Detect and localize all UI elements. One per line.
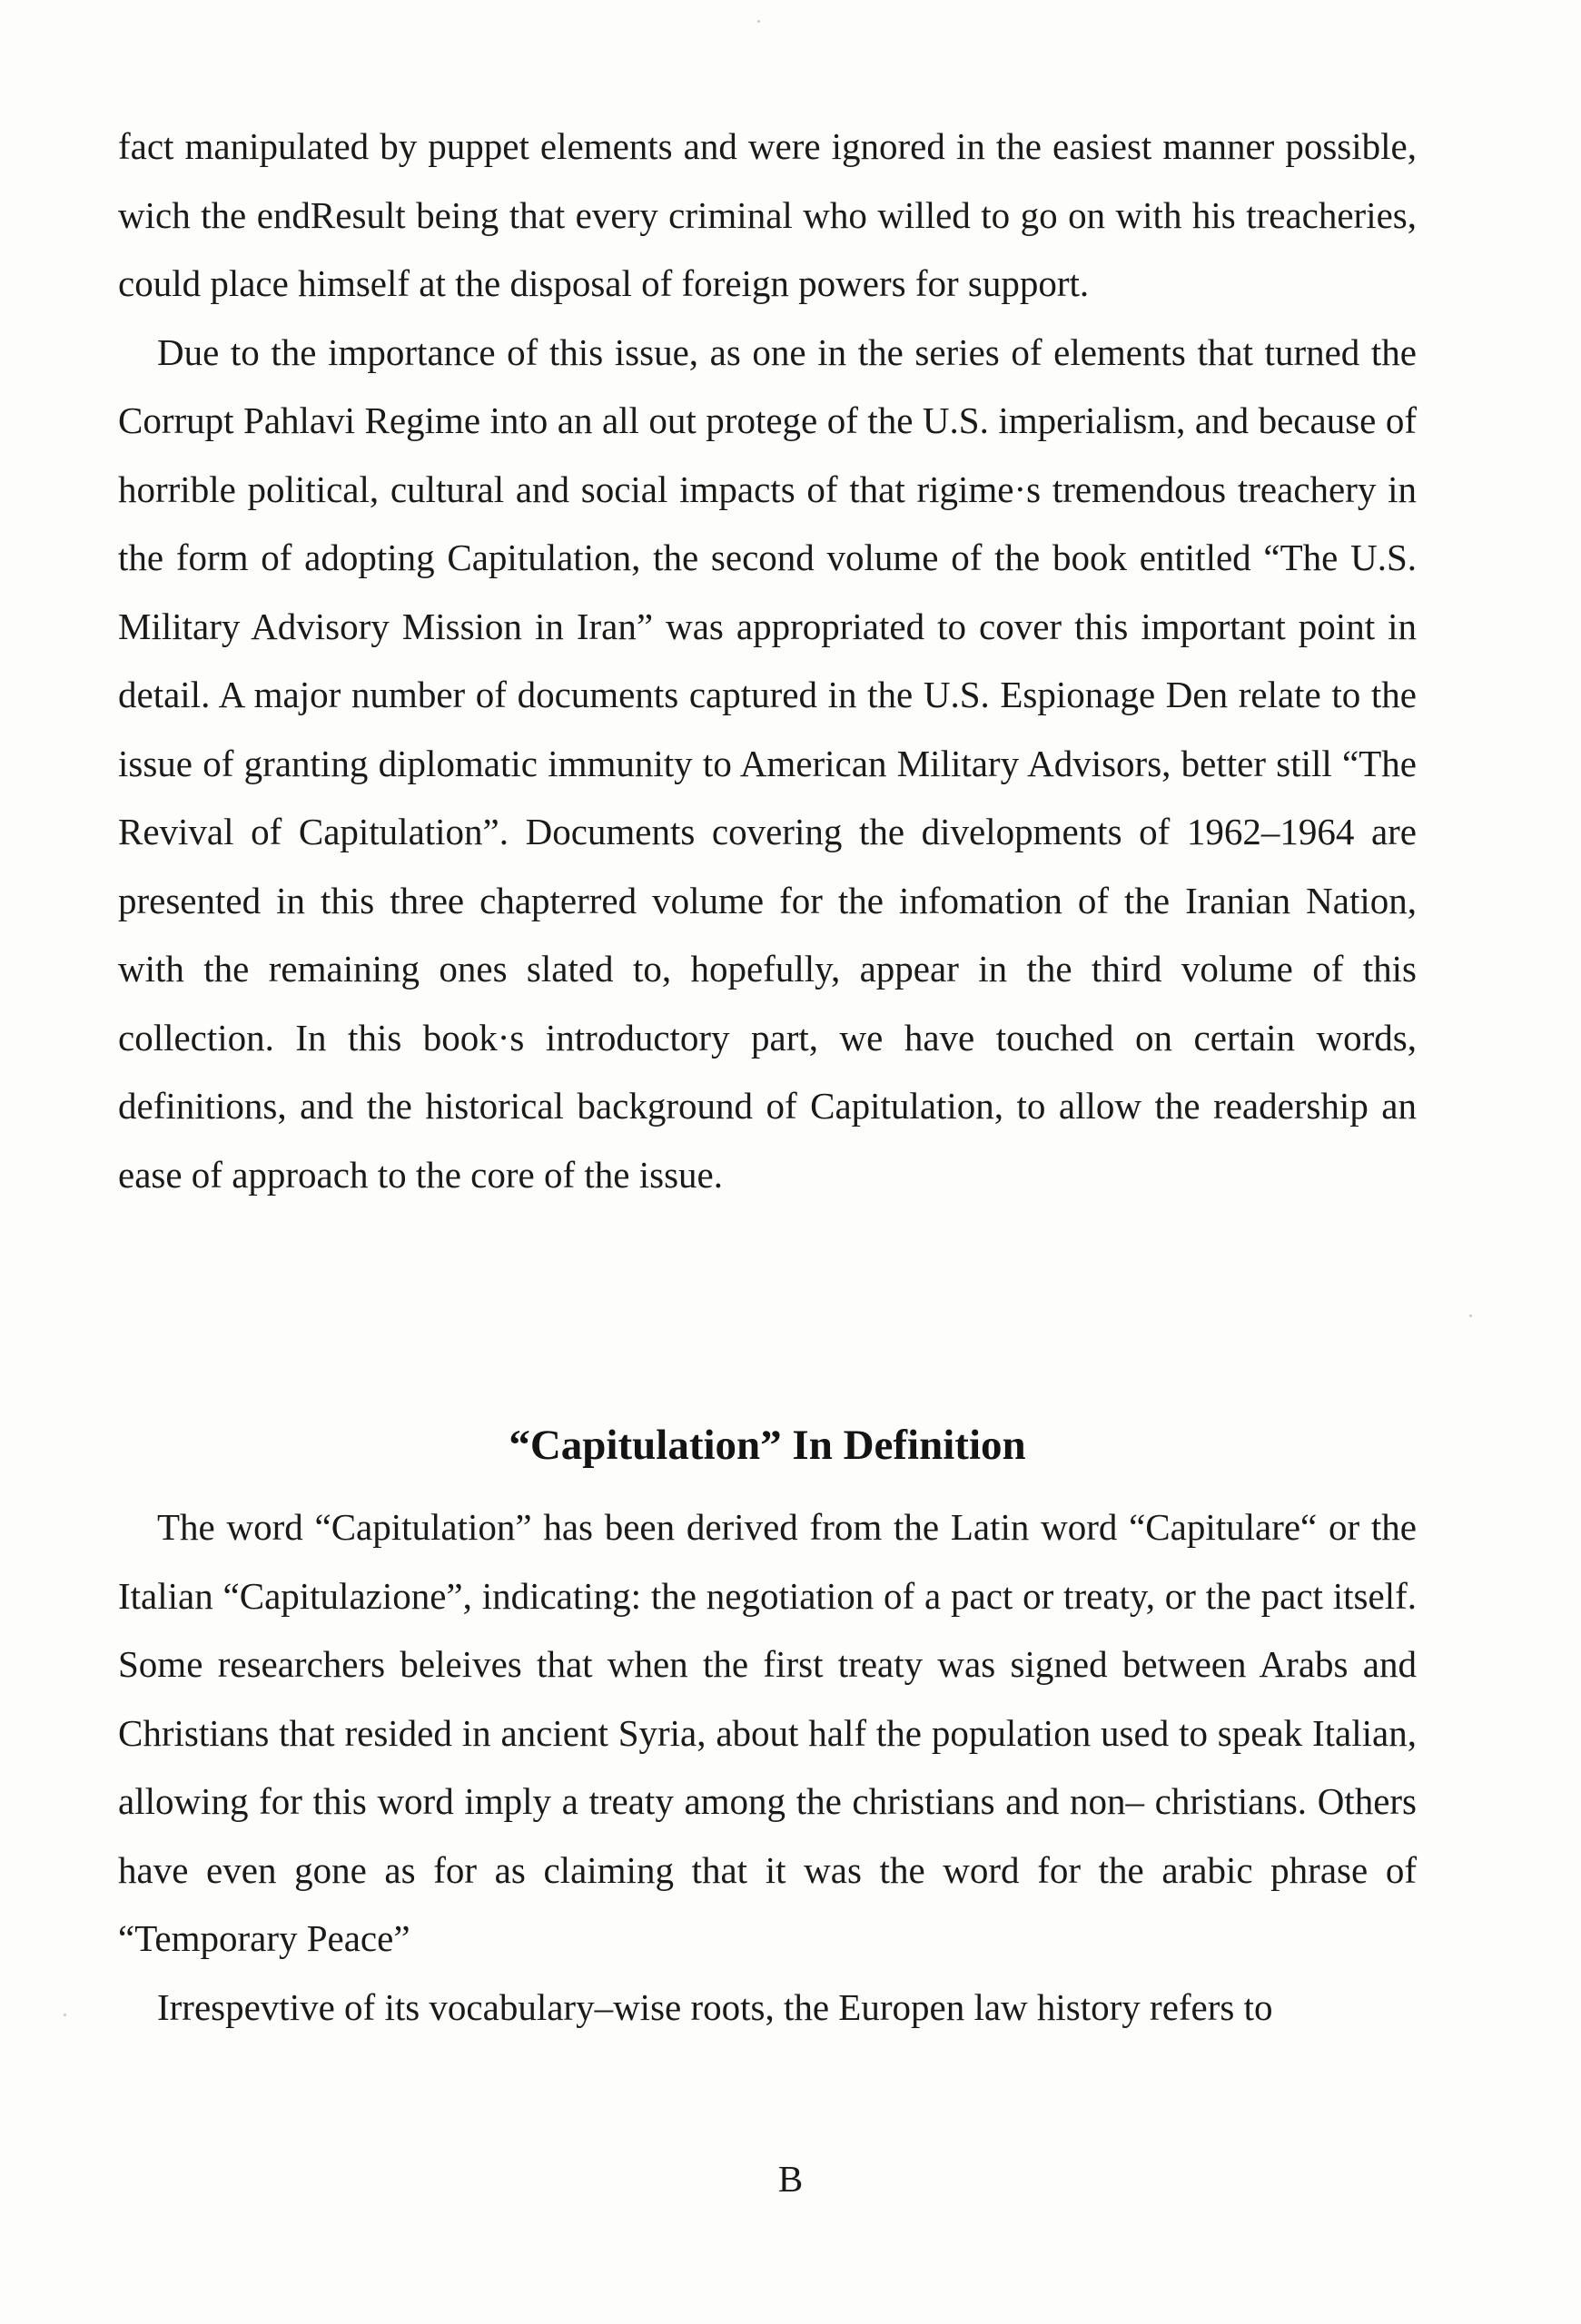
paragraph-law-history: Irrespevtive of its vocabulary–wise roots, the Europen law history refers to (157, 1985, 1273, 2028)
scan-speck (64, 2014, 66, 2016)
scan-speck (757, 20, 760, 23)
paragraph-continuation: fact manipulated by puppet elements and were ignored in the easiest manner possible, wich the endResult being that every criminal who willed to go on with his treacheries, could place himself at the disposal of foreign powers for support. (118, 125, 1417, 304)
body-text-top (118, 113, 1417, 1209)
section-heading: “Capitulation” In Definition (509, 1422, 1026, 1469)
paragraph-importance-of-issue: Due to the importance of this issue, as one in the series of elements that turned the Corrupt Pahlavi Regime into an all out protege of the U.S. imperialism, and because of horrible political, cultural and social impacts of that rigime·s tremendous treachery in the form of adopting Capitulation, the second volume of the book entitled “The U.S. Military Advisory Mission in Iran” was appropriated to cover this important point in detail. A major number of documents captured in the U.S. Espionage Den relate to the issue of granting diplomatic immunity to American Military Advisors, better still “The Revival of Capitulation”. Documents covering the divelopments of 1962–1964 are presented in this three chapterred volume for the infomation of the Iranian Nation, with the remaining ones slated to, hopefully, appear in the third volume of this collection. In this book·s introductory part, we have touched on certain words, definitions, and the historical background of Capitulation, to allow the readership an ease of approach to the core of the issue. (118, 330, 1417, 1196)
body-text-bottom (118, 1493, 1417, 2042)
page-number: B (777, 2158, 804, 2200)
scan-speck (1469, 1315, 1472, 1317)
paragraph-word-origin: The word “Capitulation” has been derived from the Latin word “Capitulare“ or the Italian “Capitulazione”, indicating: the negotiation of a pact or treaty, or the pact itself. Some researchers beleives that when the first treaty was signed between Arabs and Christians that resided in ancient Syria, about half the population used to speak Italian, allowing for this word imply a treaty among the christians and non– christians. Others have even gone as for as claiming that it was the word for the arabic phrase of “Temporary Peace” (118, 1506, 1417, 1959)
